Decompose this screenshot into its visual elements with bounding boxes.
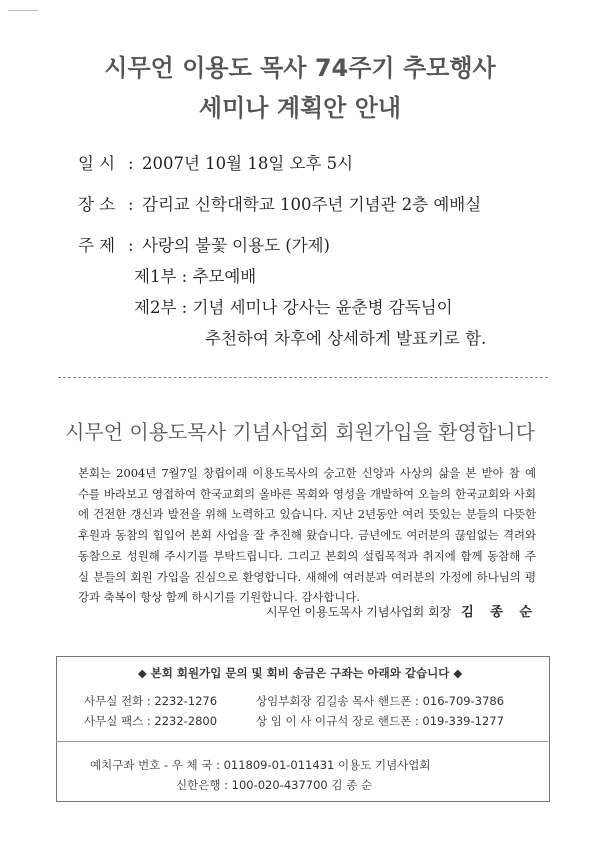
welcome-paragraph bbox=[78, 463, 536, 608]
signature-prefix: 시무언 이용도목사 기념사업회 회장 bbox=[265, 605, 452, 619]
paragraph-line: 실 분들의 회원 가입을 진심으로 환영합니다. 새해에 여러분과 여러분의 가정에 하나님의 평 bbox=[78, 569, 536, 584]
theme-value: 사랑의 불꽃 이용도 (가제) bbox=[142, 236, 330, 255]
page-title: 시무언 이용도 목사 74주기 추모행사 bbox=[104, 54, 496, 82]
welcome-heading: 시무언 이용도목사 기념사업회 회원가입을 환영합니다 bbox=[65, 420, 535, 444]
top-rule bbox=[8, 10, 38, 11]
info-date: 일 시 : 2007년 10월 18일 오후 5시 bbox=[78, 150, 353, 174]
info-part2-cont bbox=[205, 325, 486, 349]
office-fax: 사무실 팩스 : 2232-2800 bbox=[84, 714, 218, 728]
director-contact: 상 임 이 사 이규석 장로 핸드폰 : 019-339-1277 bbox=[256, 714, 504, 728]
part2-value-line1: 기념 세미나 강사는 윤춘병 감독님이 bbox=[192, 298, 453, 317]
date-value: 2007년 10월 18일 오후 5시 bbox=[142, 154, 354, 173]
paragraph-line: 강과 축복이 항상 함께 하시기를 기원합니다. 감사합니다. bbox=[78, 590, 361, 605]
info-part1: 제1부 : 추모예배 bbox=[134, 267, 257, 286]
contact-divider bbox=[56, 741, 548, 742]
office-phone: 사무실 전화 : 2232-1276 bbox=[84, 694, 218, 708]
info-part2: 제2부 : 기념 세미나 강사는 윤춘병 감독님이 bbox=[134, 298, 453, 317]
part1-value: 추모예배 bbox=[192, 267, 257, 286]
date-label: 일 시 bbox=[78, 154, 116, 173]
paragraph-line: 본회는 2004년 7월7일 창립이래 이용도목사의 숭고한 신앙과 사상의 삶을 본 받아 참 예 bbox=[78, 466, 536, 480]
part2-value-line2: 추천하여 차후에 상세하게 발표키로 함. bbox=[205, 329, 487, 348]
paragraph-line: 수를 바라보고 영접하여 한국교회의 올바른 목회와 영성을 개발하여 오늘의 한국교회와 사회 bbox=[78, 486, 536, 501]
account-bank: 신한은행 : 100-020-437700 김 종 순 bbox=[176, 778, 373, 792]
info-theme: 주 제 : 사랑의 불꽃 이용도 (가제) bbox=[78, 232, 330, 256]
info-place: 장 소 : 감리교 신학대학교 100주년 기념관 2층 예배실 bbox=[78, 191, 481, 215]
vice-president-contact: 상임부회장 김길송 목사 핸드폰 : 016-709-3786 bbox=[256, 694, 505, 708]
paragraph-line: 후원과 동참의 힘입어 본회 사업을 잘 추진해 왔습니다. 금년에도 여러분의 끊임없는 격려와 bbox=[78, 528, 536, 543]
paragraph-line: 에 건전한 갱신과 발전을 위해 노력하고 있습니다. 지난 2년동안 여러 뜻있는 분들의 다뜻한 bbox=[78, 507, 536, 522]
page-subtitle: 세미나 계획안 안내 bbox=[198, 94, 402, 122]
section-divider bbox=[58, 377, 548, 378]
part1-label: 제1부 bbox=[134, 267, 177, 286]
contact-heading: ◆ 본회 회원가입 문의 및 회비 송금은 구좌는 아래와 같습니다 ◆ bbox=[137, 666, 463, 680]
place-label: 장 소 bbox=[78, 195, 116, 214]
paragraph-line: 동참으로 성원해 주시기를 부탁드립니다. 그리고 본회의 설립목적과 취지에 함께 동참해 주 bbox=[78, 548, 536, 563]
part2-label: 제2부 bbox=[134, 298, 177, 317]
account-post-office: 예치구좌 번호 - 우 체 국 : 011809-01-011431 이용도 기념사업회 bbox=[90, 758, 431, 772]
signature bbox=[266, 601, 538, 620]
theme-label: 주 제 bbox=[78, 236, 116, 255]
signature-name: 김 종 순 bbox=[461, 605, 538, 620]
place-value: 감리교 신학대학교 100주년 기념관 2층 예배실 bbox=[142, 195, 482, 214]
